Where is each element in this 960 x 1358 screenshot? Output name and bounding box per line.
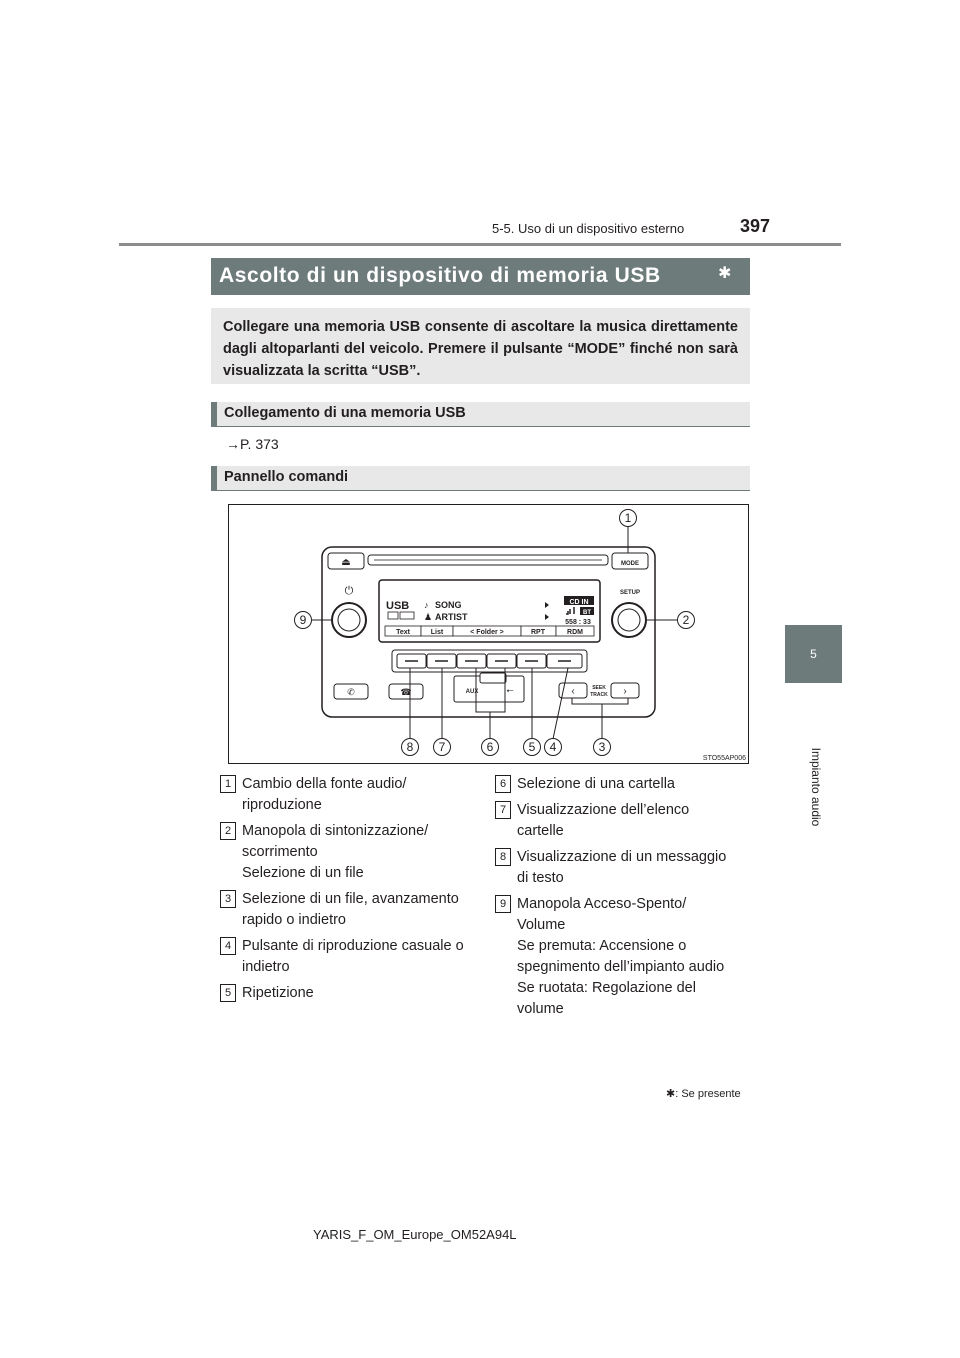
soft-buttons: [397, 654, 582, 668]
section-title: 5-5. Uso di un dispositivo esterno: [492, 221, 685, 236]
display-source: USB: [386, 600, 410, 612]
softkey-folder: < Folder >: [470, 629, 504, 636]
cd-in-text: CD IN: [569, 599, 589, 606]
softkey-rpt: RPT: [531, 629, 545, 636]
subheading-connect-label: Collegamento di una memoria USB: [224, 405, 466, 421]
seek-label: SEEK: [592, 685, 606, 691]
item-number: 7: [495, 801, 511, 819]
item-number: 8: [495, 848, 511, 866]
power-icon: ⏻: [344, 585, 354, 597]
svg-text:‹: ‹: [571, 686, 575, 697]
item-number: 6: [495, 775, 511, 793]
callout-9-label: 9: [299, 613, 307, 627]
svg-text:›: ›: [623, 686, 627, 697]
intro-box: [211, 308, 750, 384]
mode-label: MODE: [621, 561, 639, 567]
item-number: 3: [220, 890, 236, 908]
subheading-bar: [211, 466, 217, 490]
callout-1-label: 1: [624, 511, 632, 525]
softkey-rdm: RDM: [567, 629, 583, 636]
svg-text:♪: ♪: [424, 600, 429, 610]
intro-text: Collegare una memoria USB consente di ascoltare la musica direttamente dagli altoparlanti del veicolo. Premere il pulsante “MODE” finché non sarà visualizzata la scritta “USB”.: [223, 319, 738, 379]
item-number: 2: [220, 822, 236, 840]
subheading-bar: [211, 402, 217, 426]
callout-7-label: 7: [438, 740, 446, 754]
track-label: TRACK: [590, 692, 608, 698]
document-code: YARIS_F_OM_Europe_OM52A94L: [313, 1227, 517, 1242]
callout-5-label: 5: [528, 740, 536, 754]
callout-8-label: 8: [406, 740, 414, 754]
softkey-text: Text: [396, 629, 410, 636]
hangup-icon: ☎: [400, 687, 412, 697]
usb-icon: ⭠: [506, 685, 514, 695]
figure-code: STO55AP006: [702, 755, 746, 762]
eject-icon: ⏏: [341, 557, 351, 568]
audio-panel-figure: [228, 504, 749, 764]
optional-marker: ✱: [718, 265, 732, 282]
svg-text:♟: ♟: [424, 612, 433, 622]
setup-label: SETUP: [619, 590, 641, 596]
item-number: 9: [495, 895, 511, 913]
chapter-tab: [785, 625, 842, 683]
callout-6-label: 6: [486, 740, 494, 754]
chapter-label-text: Impianto audio: [809, 747, 823, 827]
display-song: SONG: [435, 600, 462, 610]
page-title: Ascolto di un dispositivo di memoria USB: [219, 264, 661, 287]
item-number: 1: [220, 775, 236, 793]
aux-label: AUX: [465, 689, 479, 695]
item-number: 4: [220, 937, 236, 955]
callout-4-label: 4: [549, 740, 557, 754]
softkey-list: List: [430, 629, 444, 636]
phone-icon: ✆: [347, 687, 355, 697]
callout-2-label: 2: [682, 613, 690, 627]
display-artist: ARTIST: [435, 612, 468, 622]
chapter-number: 5: [810, 647, 817, 661]
callout-3-label: 3: [598, 740, 606, 754]
subheading-panel-label: Pannello comandi: [224, 469, 349, 485]
title-banner: [211, 258, 750, 295]
softkey-row: [385, 626, 594, 636]
header-divider: [119, 243, 841, 246]
subheading-panel: [211, 466, 750, 491]
page-reference: →P. 373: [226, 436, 279, 452]
footnote: ✱: Se presente: [666, 1088, 741, 1100]
chapter-label: [806, 730, 826, 850]
page-number: 397: [740, 216, 771, 236]
display-time: 558 : 33: [565, 619, 591, 626]
item-number: 5: [220, 984, 236, 1002]
bt-text: BT: [583, 610, 591, 616]
subheading-connect: [211, 402, 750, 427]
